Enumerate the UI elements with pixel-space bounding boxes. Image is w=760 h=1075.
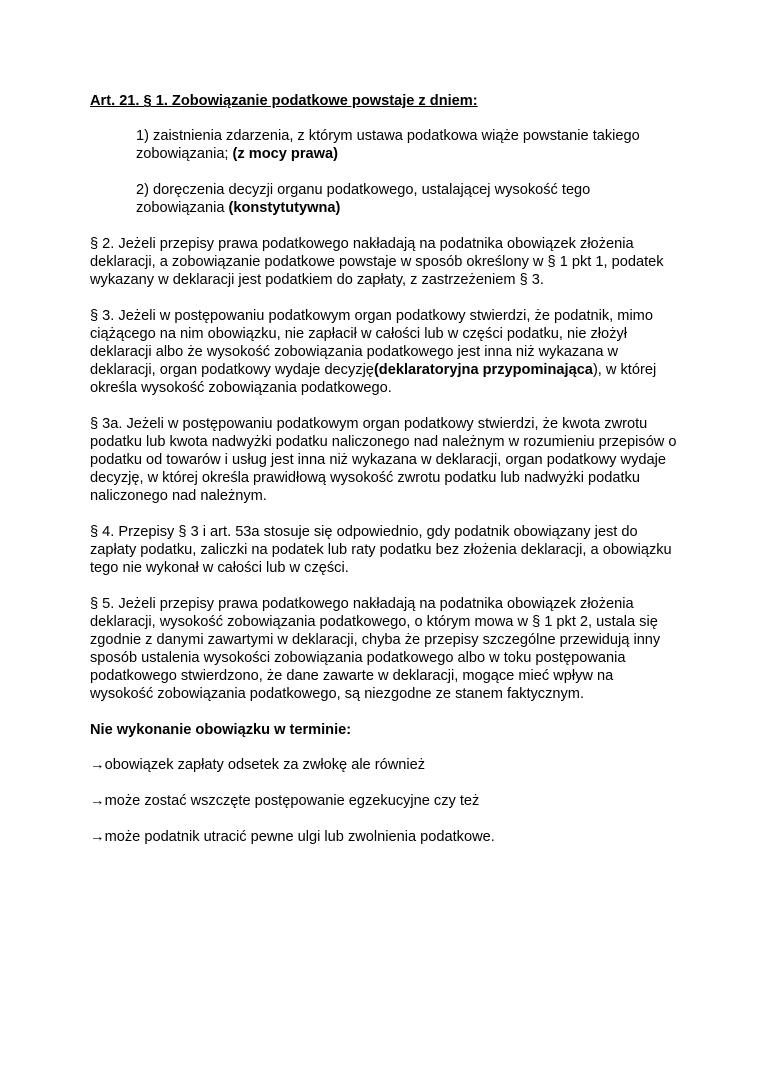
point-2-text: 2) doręczenia decyzji organu podatkowego, ustalającej wysokość tego zobowiązania xyxy=(136,182,591,216)
article-heading: Art. 21. § 1. Zobowiązanie podatkowe powstaje z dniem: xyxy=(90,93,478,109)
paragraph-3 xyxy=(90,307,680,397)
point-2 xyxy=(136,181,680,217)
bullet-item: →może zostać wszczęte postępowanie egzekucyjne czy też xyxy=(90,793,480,809)
document-page xyxy=(90,92,680,864)
paragraph-3-bold: (deklaratoryjna przypominająca xyxy=(373,362,593,378)
point-2-bold: (konstytutywna) xyxy=(228,200,341,216)
bullet-item: →może podatnik utracić pewne ulgi lub zwolnienia podatkowe. xyxy=(90,829,495,845)
paragraph-5: § 5. Jeżeli przepisy prawa podatkowego nakładają na podatnika obowiązek złożenia deklaracji, wysokość zobowiązania podatkowego, o którym mowa w § 1 pkt 2, ustala się zgodnie z danymi zawartymi w deklaracji, chyba że przepisy szczególne przewidują inny sposób ustalenia wysokości zobowiązania podatkowego albo w toku postępowania podatkowego stwierdzono, że dane zawarte w deklaracji, mogące mieć wpływ na wysokość zobowiązania podatkowego, są niezgodne ze stanem faktycznym. xyxy=(90,596,661,702)
paragraph-3-end: ), w której określa wysokość zobowiązania podatkowego. xyxy=(90,362,657,396)
subheading: Nie wykonanie obowiązku w terminie: xyxy=(90,722,352,738)
paragraph-3-text: § 3. Jeżeli w postępowaniu podatkowym organ podatkowy stwierdzi, że podatnik, mimo ciążącego na nim obowiązku, nie zapłacił w całości lub w części podatku, nie złożył deklaracji albo że wysokość zobowiązania podatkowego jest inna niż wykazana w deklaracji, organ podatkowy wydaje decyzję xyxy=(90,308,653,378)
point-1-bold: (z mocy prawa) xyxy=(232,146,338,162)
paragraph-3a: § 3a. Jeżeli w postępowaniu podatkowym organ podatkowy stwierdzi, że kwota zwrotu podatku lub kwota nadwyżki podatku naliczonego nad należnym w rozumieniu przepisów o podatku od towarów i usług jest inna niż wykazana w deklaracji, organ podatkowy wydaje decyzję, w której określa prawidłową wysokość zwrotu podatku lub nadwyżki podatku naliczonego nad należnym. xyxy=(90,416,677,504)
paragraph-2: § 2. Jeżeli przepisy prawa podatkowego nakładają na podatnika obowiązek złożenia deklaracji, a zobowiązanie podatkowe powstaje w sposób określony w § 1 pkt 1, podatek wykazany w deklaracji jest podatkiem do zapłaty, z zastrzeżeniem § 3. xyxy=(90,236,664,288)
point-1 xyxy=(136,127,680,163)
bullet-item: →obowiązek zapłaty odsetek za zwłokę ale również xyxy=(90,757,426,773)
paragraph-4: § 4. Przepisy § 3 i art. 53a stosuje się odpowiednio, gdy podatnik obowiązany jest do zapłaty podatku, zaliczki na podatek lub raty podatku bez złożenia deklaracji, a obowiązku tego nie wykonał w całości lub w części. xyxy=(90,524,672,576)
point-1-text: 1) zaistnienia zdarzenia, z którym ustawa podatkowa wiąże powstanie takiego zobowiązania; xyxy=(136,128,640,162)
